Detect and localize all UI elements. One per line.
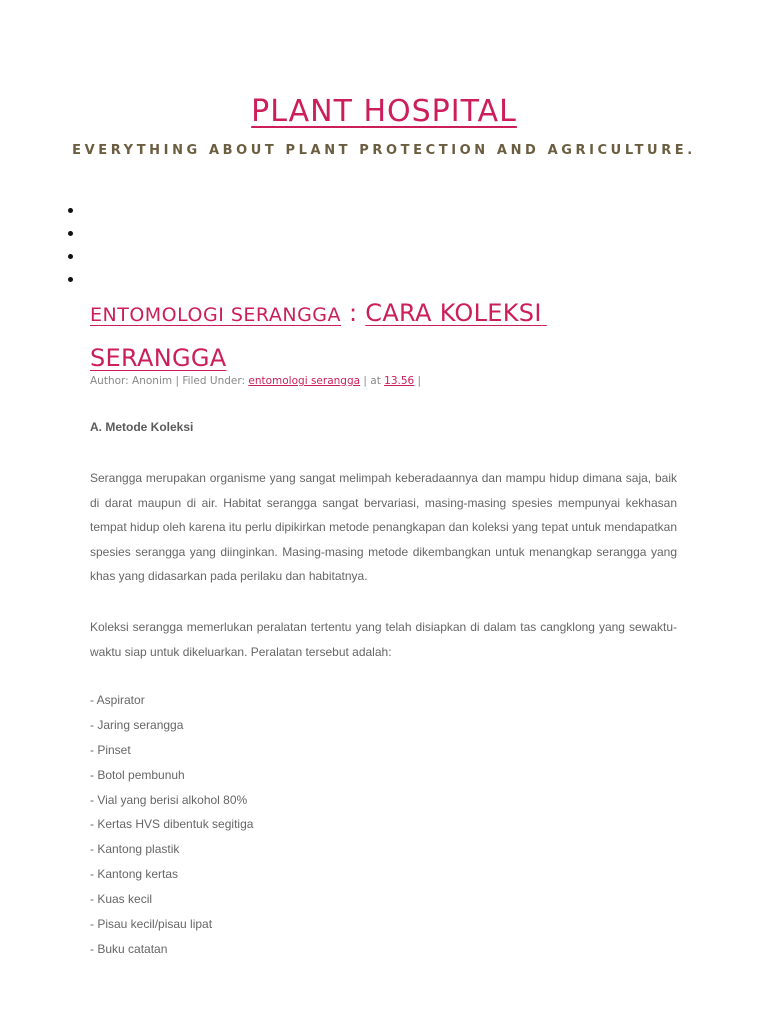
list-item: - Aspirator xyxy=(90,693,145,707)
meta-suffix: | xyxy=(414,375,422,387)
list-item: - Pisau kecil/pisau lipat xyxy=(90,917,213,932)
nav-item[interactable] xyxy=(48,221,78,244)
site-tagline: EVERYTHING ABOUT PLANT PROTECTION AND AGRICULTURE. xyxy=(72,143,696,158)
list-item: - Vial yang berisi alkohol 80% xyxy=(90,792,248,807)
bullet-icon xyxy=(68,254,73,259)
nav-item[interactable] xyxy=(48,244,78,267)
list-item: - Kantong kertas xyxy=(90,867,179,882)
list-item: - Pinset xyxy=(90,742,131,757)
paragraph: Koleksi serangga memerlukan peralatan tertentu yang telah disiapkan di dalam tas cangklong yang sewaktu-waktu siap untuk dikeluarkan. Peralatan tersebut adalah: xyxy=(90,620,677,659)
meta-at: | at xyxy=(360,375,385,387)
timestamp-link[interactable]: 13.56 xyxy=(384,375,415,387)
section-heading: A. Metode Koleksi xyxy=(90,420,194,434)
nav-item[interactable] xyxy=(48,198,78,221)
list-item: - Kantong plastik xyxy=(90,842,180,857)
list-item: - Buku catatan xyxy=(90,941,168,956)
nav-item[interactable] xyxy=(48,267,78,290)
paragraph: Serangga merupakan organisme yang sangat melimpah keberadaannya dan mampu hidup dimana saja, baik di darat maupun di air. Habitat serangga sangat bervariasi, masing-masing spesies mempunyai kekhasan tempat hidup oleh karena itu perlu dipikirkan metode penangkapan dan koleksi yang tepat untuk mendapatkan spesies serangga yang diinginkan. Masing-masing metode dikembangkan untuk menangkap serangga yang khas yang didasarkan pada perilaku dan habitatnya. xyxy=(90,471,677,583)
bullet-icon xyxy=(68,231,73,236)
list-item: - Jaring serangga xyxy=(90,717,184,732)
list-item: - Kertas HVS dibentuk segitiga xyxy=(90,817,254,832)
nav-menu xyxy=(48,198,78,290)
category-link[interactable]: entomologi serangga xyxy=(248,375,361,387)
bullet-icon xyxy=(68,277,73,282)
post-label-link[interactable]: ENTOMOLOGI SERANGGA xyxy=(90,304,342,326)
post-title-link[interactable]: CARA KOLEKSI SERANGGA xyxy=(90,299,542,372)
site-title-link[interactable]: PLANT HOSPITAL xyxy=(251,94,517,129)
author-info: Author: Anonim | Filed Under: xyxy=(90,375,249,387)
equipment-list xyxy=(90,688,253,962)
post-meta xyxy=(90,375,421,387)
bullet-icon xyxy=(68,208,73,213)
list-item: - Kuas kecil xyxy=(90,892,153,907)
post-title xyxy=(90,292,610,382)
title-separator: : xyxy=(341,299,366,327)
list-item: - Botol pembunuh xyxy=(90,767,185,782)
